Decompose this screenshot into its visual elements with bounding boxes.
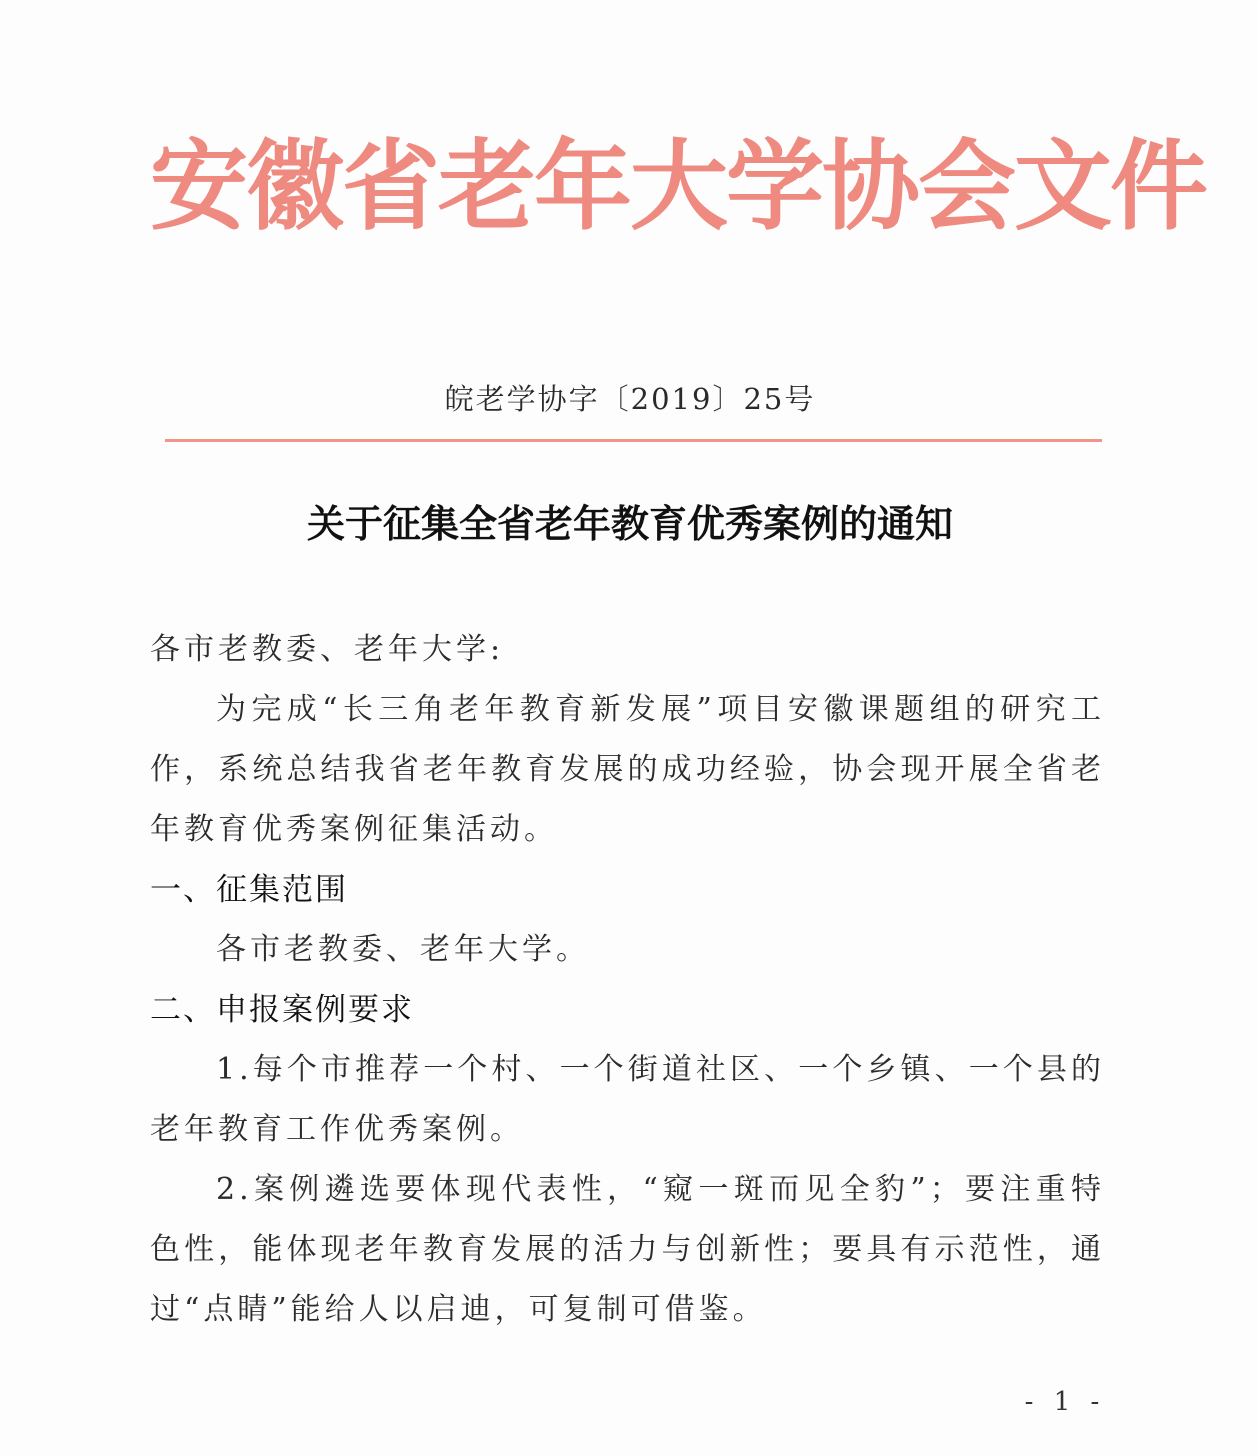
section2-heading: 二、申报案例要求 <box>150 992 414 1028</box>
salutation: 各市老教委、老年大学: <box>150 632 505 667</box>
intro-paragraph: 为完成“长三角老年教育新发展”项目安徽课题组的研究工作，系统总结我省老年教育发展的成功经验，协会现开展全省老年教育优秀案例征集活动。 <box>150 692 1105 847</box>
section1-text: 各市老教委、老年大学。 <box>216 932 590 967</box>
notice-title: 关于征集全省老年教育优秀案例的通知 <box>306 501 953 546</box>
section2-item-1: 1.每个市推荐一个村、一个街道社区、一个乡镇、一个县的老年教育工作优秀案例。 <box>150 1052 1105 1147</box>
section1-heading: 一、征集范围 <box>150 872 348 908</box>
notice-body <box>150 620 1105 1340</box>
section2-item-2: 2.案例遴选要体现代表性，“窥一斑而见全豹”；要注重特色性，能体现老年教育发展的活力与创新性；要具有示范性，通过“点睛”能给人以启迪，可复制可借鉴。 <box>150 1172 1105 1327</box>
red-divider-line <box>165 439 1102 442</box>
masthead-title: 安徽省老年大学协会文件 <box>150 130 1207 244</box>
page-number: - 1 - <box>1024 1387 1106 1417</box>
document-number: 皖老学协字〔2019〕25号 <box>444 382 816 416</box>
